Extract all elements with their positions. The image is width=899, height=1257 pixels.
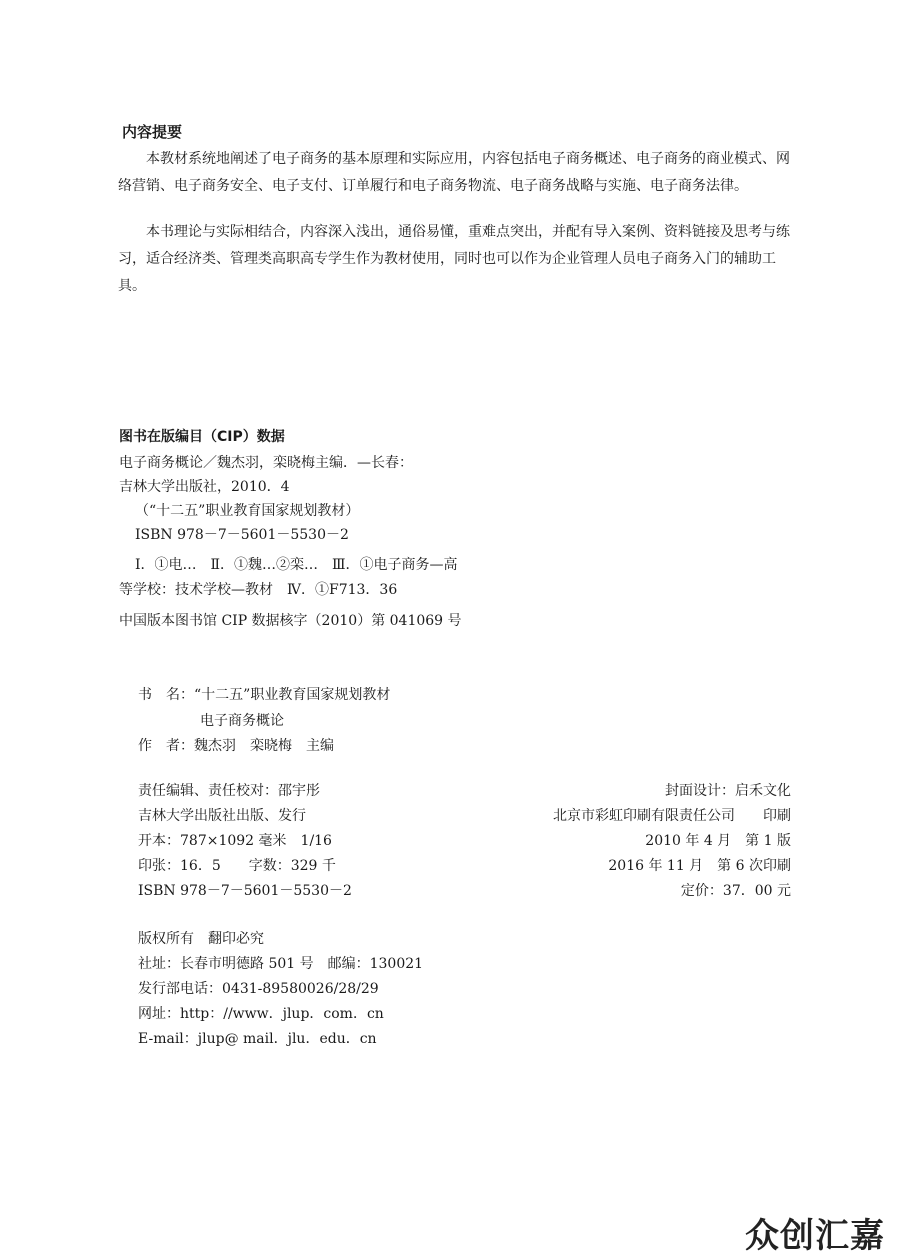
book-author-row [138, 735, 334, 755]
cip-line: （“十二五”职业教育国家规划教材） [135, 503, 360, 519]
book-title-series: “十二五”职业教育国家规划教材 [194, 687, 391, 703]
cip-line: ISBN 978－7－5601－5530－2 [135, 527, 349, 543]
book-author-value: 魏杰羽 栾晓梅 主编 [194, 738, 334, 754]
cip-line: 吉林大学出版社，2010．4 [119, 479, 290, 495]
pub-left-line: ISBN 978－7－5601－5530－2 [138, 883, 352, 899]
pub-left-line: 责任编辑、责任校对：邵宇彤 [138, 783, 320, 799]
pub-left-line: 印张：16．5 字数：329 千 [138, 858, 336, 874]
pub-right-line: 封面设计：启禾文化 [665, 783, 791, 799]
book-title-label: 书 名： [138, 687, 194, 703]
contact-line: 发行部电话：0431-89580026/28/29 [138, 981, 379, 997]
contact-line: E-mail：jlup@ mail．jlu．edu．cn [138, 1031, 377, 1047]
summary-heading: 内容提要 [122, 123, 183, 141]
cip-line: 电子商务概论／魏杰羽，栾晓梅主编．—长春： [119, 455, 413, 471]
book-author-label: 作 者： [138, 738, 194, 754]
pub-left-line: 吉林大学出版社出版、发行 [138, 808, 306, 824]
cip-line: 中国版本图书馆 CIP 数据核字（2010）第 041069 号 [119, 613, 462, 629]
contact-line: 版权所有 翻印必究 [138, 931, 264, 947]
contact-line: 网址：http：//www．jlup．com．cn [138, 1006, 384, 1022]
book-title-row [138, 684, 390, 704]
cip-heading: 图书在版编目（CIP）数据 [119, 429, 285, 445]
summary-paragraph-2: 本书理论与实际相结合，内容深入浅出，通俗易懂，重难点突出，并配有导入案例、资料链接及思考与练习，适合经济类、管理类高职高专学生作为教材使用，同时也可以作为企业管理人员电子商务入门的辅助工具。 [118, 224, 790, 294]
summary-paragraph-1: 本教材系统地阐述了电子商务的基本原理和实际应用，内容包括电子商务概述、电子商务的商业模式、网络营销、电子商务安全、电子支付、订单履行和电子商务物流、电子商务战略与实施、电子商务法律。 [118, 151, 790, 194]
pub-right-line: 北京市彩虹印刷有限责任公司 印刷 [553, 808, 791, 824]
pub-right-line: 2016 年 11 月 第 6 次印刷 [608, 858, 791, 874]
cip-line: Ⅰ．①电… Ⅱ．①魏…②栾… Ⅲ．①电子商务—高 [135, 557, 458, 573]
pub-right-line: 2010 年 4 月 第 1 版 [645, 833, 791, 849]
watermark-logo: 众创汇嘉 [745, 1216, 885, 1256]
pub-left-line: 开本：787×1092 毫米 1/16 [138, 833, 332, 849]
cip-line: 等学校：技术学校—教材 Ⅳ．①F713．36 [119, 582, 398, 598]
contact-line: 社址：长春市明德路 501 号 邮编：130021 [138, 956, 424, 972]
pub-right-line: 定价：37．00 元 [680, 883, 791, 899]
book-title-name: 电子商务概论 [200, 713, 284, 729]
